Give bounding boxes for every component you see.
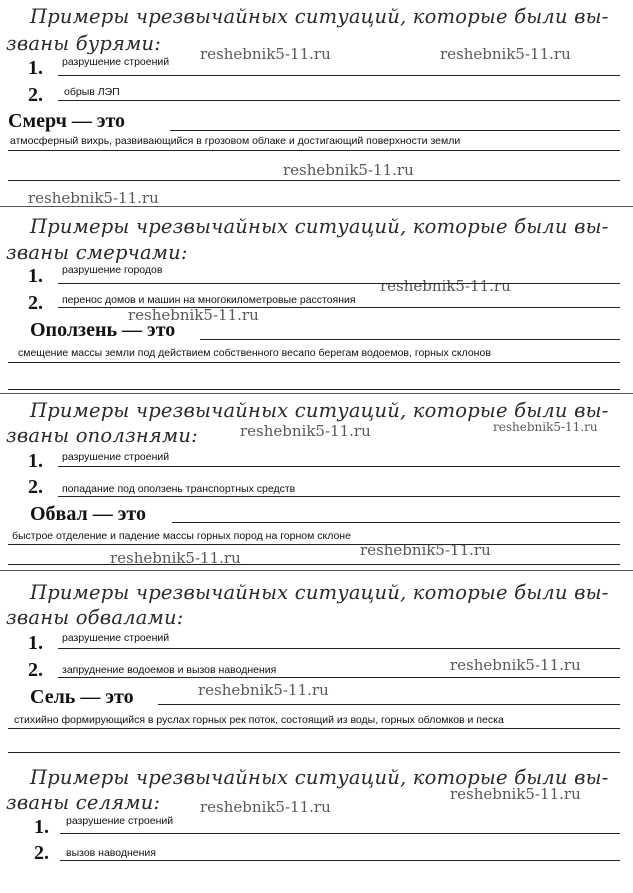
answer-text: обрыв ЛЭП (64, 86, 120, 98)
answer-text: разрушение строений (66, 815, 174, 827)
watermark: reshebnik5-11.ru (128, 306, 259, 324)
answer-line (58, 100, 620, 101)
section-heading-line2: званы селями: (6, 791, 161, 814)
answer-text: вызов наводнения (66, 847, 156, 859)
term-label: Обвал — это (30, 503, 146, 525)
term-label: Смерч — это (8, 110, 126, 132)
section-divider (0, 393, 633, 394)
section-heading-line1: Примеры чрезвычайных ситуаций, которые были вы- (30, 766, 609, 789)
term-line (172, 522, 620, 523)
item-number: 2. (28, 659, 43, 681)
definition-text: стихийно формирующийся в руслах горных рек поток, состоящий из воды, горных обломков и песка (14, 714, 504, 726)
watermark: reshebnik5-11.ru (283, 161, 414, 179)
answer-line (58, 283, 620, 284)
item-number: 1. (34, 816, 49, 838)
definition-text: быстрое отделение и падение массы горных пород на горном склоне (12, 530, 351, 542)
watermark: reshebnik5-11.ru (198, 681, 329, 699)
item-number: 2. (28, 292, 43, 314)
item-number: 1. (28, 57, 43, 79)
watermark: reshebnik5-11.ru (200, 45, 331, 63)
definition-line (8, 150, 620, 151)
section-heading-line2: званы смерчами: (6, 241, 188, 264)
answer-line (58, 648, 620, 649)
watermark: reshebnik5-11.ru (440, 45, 571, 63)
answer-line (60, 860, 620, 861)
definition-line (8, 389, 620, 390)
definition-line (8, 362, 620, 363)
section-heading-line2: званы бурями: (6, 32, 162, 55)
term-label: Сель — это (30, 686, 134, 708)
answer-text: попадание под оползень транспортных средств (62, 483, 296, 495)
watermark: reshebnik5-11.ru (240, 422, 371, 440)
item-number: 1. (28, 450, 43, 472)
term-line (200, 339, 620, 340)
answer-text: разрушение строений (62, 451, 170, 463)
answer-line (58, 496, 620, 497)
term-label: Оползень — это (30, 319, 176, 341)
item-number: 2. (28, 476, 43, 498)
answer-text: перенос домов и машин на многокилометровые расстояния (62, 294, 356, 306)
answer-text: разрушение строений (62, 632, 170, 644)
section-heading-line1: Примеры чрезвычайных ситуаций, которые были вы- (30, 5, 609, 28)
answer-text: разрушение строений (62, 56, 170, 68)
definition-text: смещение массы земли под действием собственного весапо берегам водоемов, горных склонов (18, 347, 491, 359)
watermark: reshebnik5-11.ru (200, 798, 331, 816)
item-number: 2. (34, 842, 49, 864)
watermark: reshebnik5-11.ru (360, 541, 491, 559)
answer-line (58, 677, 620, 678)
answer-text: запруднение водоемов и вызов наводнения (62, 664, 277, 676)
answer-line (58, 75, 620, 76)
section-heading-line1: Примеры чрезвычайных ситуаций, которые были вы- (30, 399, 609, 422)
term-line (170, 130, 620, 131)
section-heading-line2: званы обвалами: (6, 606, 184, 629)
definition-line (8, 180, 620, 181)
watermark: reshebnik5-11.ru (450, 656, 581, 674)
term-line (158, 704, 620, 705)
watermark: reshebnik5-11.ru (450, 785, 581, 803)
section-heading-line2: званы оползнями: (6, 424, 198, 447)
item-number: 1. (28, 632, 43, 654)
definition-line (8, 544, 620, 545)
answer-text: разрушение городов (62, 264, 163, 276)
watermark: reshebnik5-11.ru (28, 189, 159, 207)
watermark: reshebnik5-11.ru (380, 277, 511, 295)
watermark: reshebnik5-11.ru (110, 549, 241, 567)
watermark: reshebnik5-11.ru (493, 420, 598, 434)
section-heading-line1: Примеры чрезвычайных ситуаций, которые были вы- (30, 215, 609, 238)
answer-line (60, 833, 620, 834)
item-number: 2. (28, 84, 43, 106)
section-heading-line1: Примеры чрезвычайных ситуаций, которые были вы- (30, 581, 609, 604)
definition-line (8, 728, 620, 729)
item-number: 1. (28, 265, 43, 287)
definition-line (8, 564, 620, 565)
definition-text: атмосферный вихрь, развивающийся в грозовом облаке и достигающий поверхности земли (10, 135, 461, 147)
answer-line (58, 466, 620, 467)
definition-line (8, 752, 620, 753)
section-divider (0, 570, 633, 571)
